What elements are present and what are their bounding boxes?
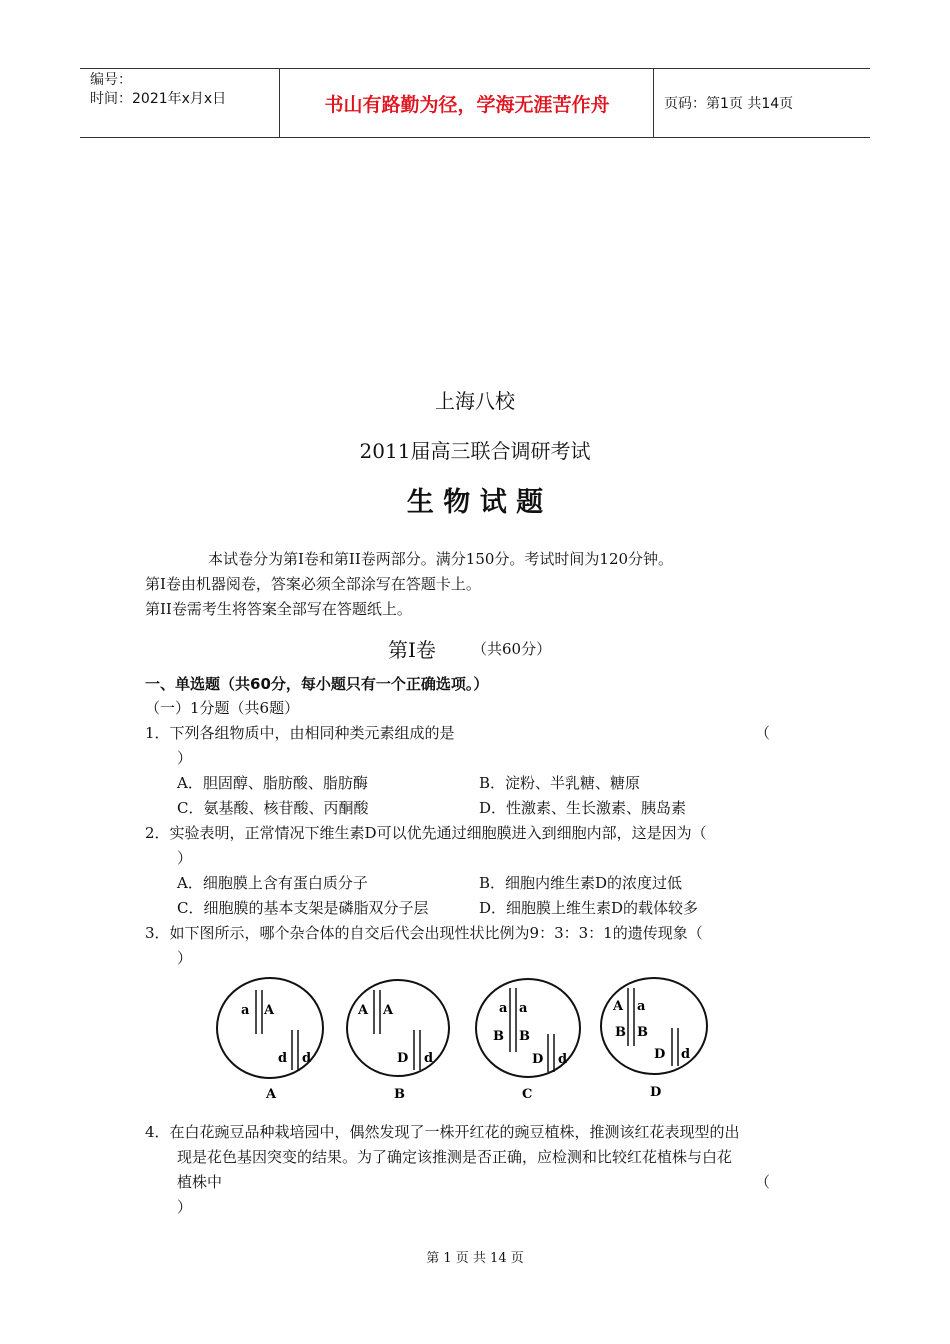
cell-c-allele-6: d xyxy=(558,1052,568,1067)
q1-option-a: A．胆固醇、脂肪酸、脂肪酶 xyxy=(177,774,368,792)
school-title: 上海八校 xyxy=(435,389,515,413)
cell-d-allele-2: a xyxy=(637,999,646,1014)
cell-a-allele-4: d xyxy=(302,1051,312,1066)
q1-option-c: C．氨基酸、核苷酸、丙酮酸 xyxy=(177,799,369,817)
cell-d-allele-4: B xyxy=(637,1025,648,1040)
q3-paren-close: ） xyxy=(177,949,193,967)
cell-b xyxy=(347,980,449,1102)
time-label: 时间：2021年x月x日 xyxy=(90,91,227,107)
cell-c xyxy=(476,979,580,1102)
cell-d xyxy=(601,978,707,1100)
cell-c-allele-5: D xyxy=(532,1052,544,1067)
cell-b-allele-3: D xyxy=(397,1051,409,1066)
cell-a-allele-2: A xyxy=(264,1003,275,1018)
q1-option-d: D．性激素、生长激素、胰岛素 xyxy=(479,799,687,817)
q4-paren-open: （ xyxy=(755,1173,771,1191)
motto: 书山有路勤为径，学海无涯苦作舟 xyxy=(281,69,654,137)
cell-b-allele-1: A xyxy=(358,1003,369,1018)
cell-d-allele-1: A xyxy=(613,999,624,1014)
exam-title: 2011届高三联合调研考试 xyxy=(359,439,591,463)
cell-b-allele-2: A xyxy=(383,1003,394,1018)
cell-d-allele-6: d xyxy=(681,1047,691,1062)
subject-title: 生 物 试 题 xyxy=(406,487,544,518)
cell-c-allele-2: a xyxy=(519,1001,528,1016)
sub-heading: （一）1分题（共6题） xyxy=(145,699,300,717)
cell-a xyxy=(217,978,323,1102)
q2-paren-close: ） xyxy=(177,849,193,867)
intro-line-2: 第I卷由机器阅卷，答案必须全部涂写在答题卡上。 xyxy=(145,575,481,593)
cell-diagrams xyxy=(210,970,720,1105)
cell-a-label: A xyxy=(266,1087,277,1102)
cell-b-label: B xyxy=(394,1087,405,1102)
cell-d-label: D xyxy=(650,1085,662,1100)
q2-option-a: A．细胞膜上含有蛋白质分子 xyxy=(177,874,368,892)
q1-stem: 1．下列各组物质中，由相同种类元素组成的是 xyxy=(145,724,455,742)
intro-line-3: 第II卷需考生将答案全部写在答题纸上。 xyxy=(145,600,412,618)
cell-c-allele-4: B xyxy=(519,1029,530,1044)
section-score: （共60分） xyxy=(472,640,552,658)
cell-a-allele-1: a xyxy=(241,1003,250,1018)
q1-paren-close: ） xyxy=(177,749,193,767)
header-table xyxy=(80,68,870,138)
page-info: 页码：第1页 共14页 xyxy=(664,96,794,112)
cell-a-allele-3: d xyxy=(278,1051,288,1066)
cell-c-allele-1: a xyxy=(499,1001,508,1016)
q4-paren-close: ） xyxy=(177,1198,193,1216)
cell-d-allele-3: B xyxy=(615,1025,626,1040)
cell-c-allele-3: B xyxy=(493,1029,504,1044)
page-footer: 第 1 页 共 14 页 xyxy=(426,1251,524,1266)
q4-line-2: 现是花色基因突变的结果。为了确定该推测是否正确，应检测和比较红花植株与白花 xyxy=(177,1148,733,1166)
q1-option-b: B．淀粉、半乳糖、糖原 xyxy=(479,774,641,792)
q4-line-3: 植株中 xyxy=(177,1173,223,1191)
part-heading: 一、单选题（共60分，每小题只有一个正确选项。） xyxy=(145,675,489,693)
q1-paren-open: （ xyxy=(755,724,771,742)
header-meta-cell xyxy=(80,69,280,137)
cell-d-allele-5: D xyxy=(654,1047,666,1062)
cell-c-label: C xyxy=(522,1087,533,1102)
cell-b-allele-4: d xyxy=(424,1051,434,1066)
q4-line-1: 4．在白花豌豆品种栽培园中，偶然发现了一株开红花的豌豆植株，推测该红花表现型的出 xyxy=(145,1123,740,1141)
q2-option-d: D．细胞膜上维生素D的载体较多 xyxy=(479,899,699,917)
q2-stem: 2．实验表明，正常情况下维生素D可以优先通过细胞膜进入到细胞内部，这是因为（ xyxy=(145,824,707,842)
section-title: 第I卷 xyxy=(388,638,436,662)
number-label: 编号： xyxy=(90,72,132,88)
intro-line-1: 本试卷分为第I卷和第II卷两部分。满分150分。考试时间为120分钟。 xyxy=(208,550,674,568)
q2-option-c: C．细胞膜的基本支架是磷脂双分子层 xyxy=(177,899,429,917)
q3-stem: 3．如下图所示，哪个杂合体的自交后代会出现性状比例为9：3：3：1的遗传现象（ xyxy=(145,924,703,942)
q2-option-b: B．细胞内维生素D的浓度过低 xyxy=(479,874,683,892)
